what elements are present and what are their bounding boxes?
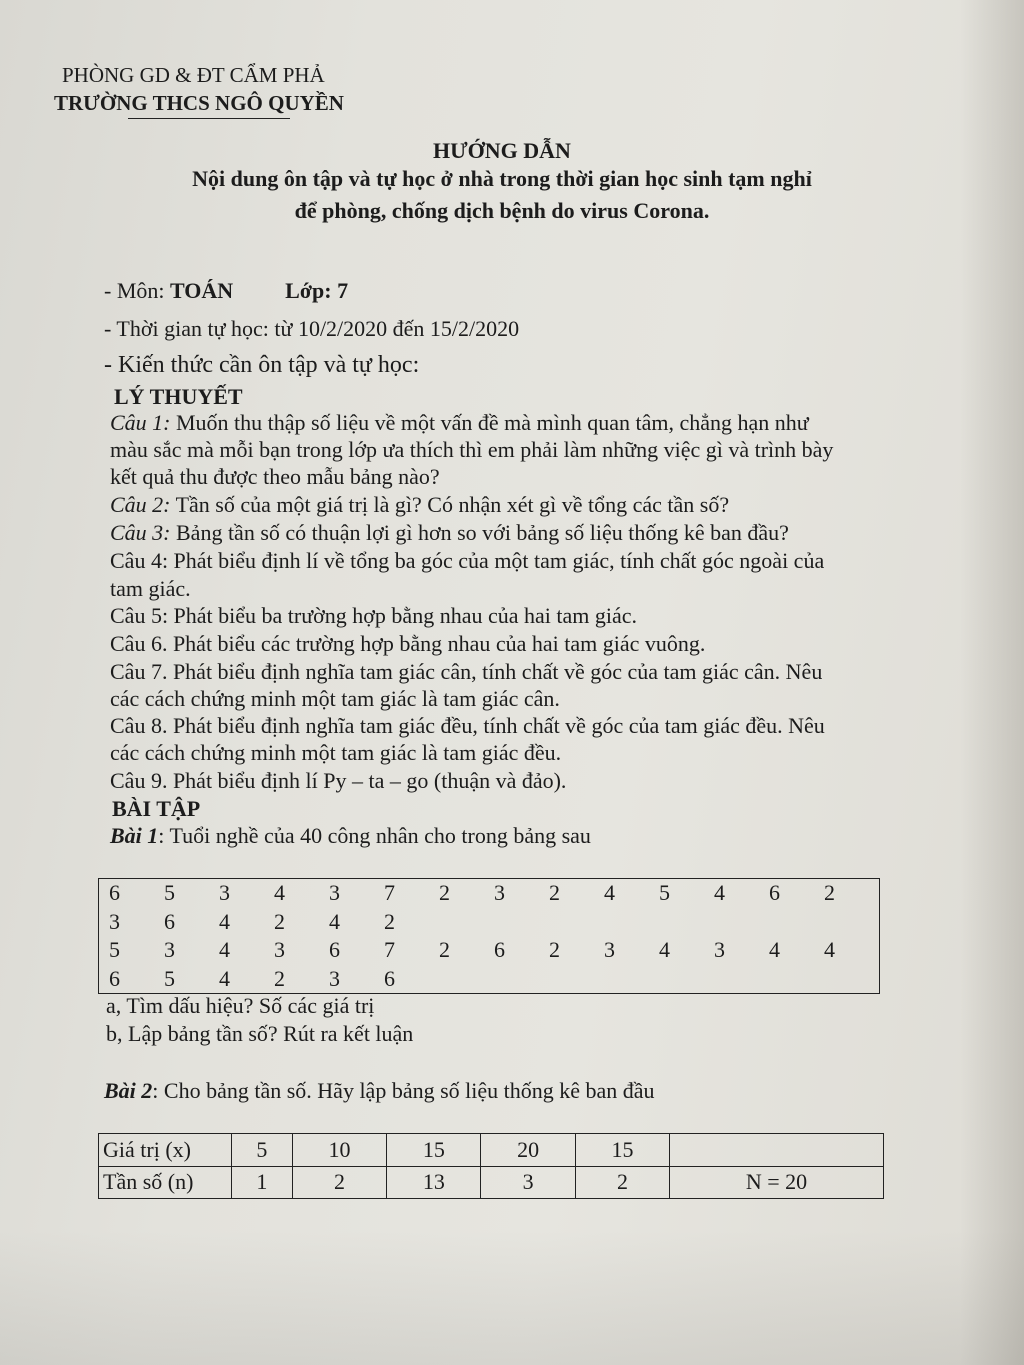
table-cell xyxy=(824,908,880,936)
question-9: Câu 9. Phát biểu định lí Py – ta – go (thuận và đảo). xyxy=(110,768,567,793)
school-name: TRƯỜNG THCS NGÔ QUYỀN xyxy=(54,91,344,115)
exercise-1-part-a: a, Tìm dấu hiệu? Số các giá trị xyxy=(106,993,375,1018)
school-underline xyxy=(128,118,290,119)
table-row xyxy=(99,936,880,964)
table-cell: 2 xyxy=(384,908,395,934)
table-cell: 2 xyxy=(549,880,560,906)
question-8-line2: các cách chứng minh một tam giác là tam giác đều. xyxy=(110,740,562,765)
question-1-line1 xyxy=(110,410,809,436)
value-cell: 15 xyxy=(575,1134,669,1167)
question-2-text: Tần số của một giá trị là gì? Có nhận xét gì về tổng các tần số? xyxy=(170,492,730,517)
subject-line xyxy=(104,278,348,304)
frequency-table-value-row xyxy=(99,1134,884,1167)
table-cell: 5 xyxy=(164,965,175,991)
question-7-line2: các cách chứng minh một tam giác là tam giác cân. xyxy=(110,686,560,711)
table-cell: 6 xyxy=(109,965,120,991)
table-row xyxy=(99,879,880,908)
exercise-2-text: : Cho bảng tần số. Hãy lập bảng số liệu thống kê ban đầu xyxy=(152,1078,655,1103)
question-1-label: Câu 1: xyxy=(110,410,171,435)
table-cell: 3 xyxy=(219,880,230,906)
department-name: PHÒNG GD & ĐT CẨM PHẢ xyxy=(62,63,325,87)
doc-title: HƯỚNG DẪN xyxy=(433,138,571,163)
table-cell xyxy=(549,964,604,993)
table-cell: 5 xyxy=(659,880,670,906)
question-1-line2: màu sắc mà mỗi bạn trong lớp ưa thích thì em phải làm những việc gì và trình bày xyxy=(110,437,834,462)
value-cell: 5 xyxy=(232,1134,293,1167)
question-3-text: Bảng tần số có thuận lợi gì hơn so với bảng số liệu thống kê ban đầu? xyxy=(170,520,789,545)
freq-cell: 1 xyxy=(232,1166,293,1199)
question-8-line1: Câu 8. Phát biểu định nghĩa tam giác đều, tính chất về góc của tam giác đều. Nêu xyxy=(110,713,825,738)
frequency-table xyxy=(98,1133,884,1199)
exercise-1-part-b: b, Lập bảng tần số? Rút ra kết luận xyxy=(106,1021,414,1046)
table-cell xyxy=(659,964,714,993)
table-cell xyxy=(494,908,549,936)
doc-subtitle-line1: Nội dung ôn tập và tự học ở nhà trong thời gian học sinh tạm nghỉ xyxy=(192,166,812,191)
freq-cell: 3 xyxy=(481,1166,575,1199)
bottom-shadow xyxy=(0,1230,1024,1365)
table-cell: 4 xyxy=(219,908,230,934)
table-cell: 3 xyxy=(274,937,285,963)
exercise-2-prompt xyxy=(104,1078,655,1104)
table-cell: 2 xyxy=(439,937,450,963)
table-cell: 6 xyxy=(494,937,505,963)
table-cell: 5 xyxy=(164,880,175,906)
freq-cell: 2 xyxy=(575,1166,669,1199)
table-cell: 4 xyxy=(769,937,780,963)
table-cell: 2 xyxy=(439,880,450,906)
grade-value: Lớp: 7 xyxy=(285,278,349,303)
table-cell: 3 xyxy=(714,937,725,963)
table-cell: 2 xyxy=(274,908,285,934)
freq-row-label: Tần số (n) xyxy=(99,1166,232,1199)
question-2 xyxy=(110,492,729,518)
study-time: - Thời gian tự học: từ 10/2/2020 đến 15/2/2020 xyxy=(104,316,520,341)
exercise-1-prompt xyxy=(110,823,591,849)
table-row xyxy=(99,908,880,936)
knowledge-heading: - Kiến thức cần ôn tập và tự học: xyxy=(104,352,420,378)
question-3-label: Câu 3: xyxy=(110,520,171,545)
freq-cell: 2 xyxy=(292,1166,386,1199)
freq-cell: 13 xyxy=(387,1166,481,1199)
question-1-line3: kết quả thu được theo mẫu bảng nào? xyxy=(110,464,440,489)
table-cell xyxy=(549,908,604,936)
worker-years-table xyxy=(98,878,880,994)
question-4-line2: tam giác. xyxy=(110,576,191,601)
exercises-heading: BÀI TẬP xyxy=(112,796,201,821)
question-5: Câu 5: Phát biểu ba trường hợp bằng nhau của hai tam giác. xyxy=(110,603,638,628)
table-cell xyxy=(439,964,494,993)
table-cell: 4 xyxy=(274,880,285,906)
table-row xyxy=(99,964,880,993)
table-cell: 2 xyxy=(824,880,835,906)
question-6: Câu 6. Phát biểu các trường hợp bằng nhau của hai tam giác vuông. xyxy=(110,631,706,656)
table-cell: 4 xyxy=(659,937,670,963)
table-cell: 7 xyxy=(384,937,395,963)
table-cell: 3 xyxy=(329,965,340,991)
question-1-text: Muốn thu thập số liệu về một vấn đề mà mình quan tâm, chẳng hạn như xyxy=(170,410,809,435)
table-cell xyxy=(439,908,494,936)
question-7-line1: Câu 7. Phát biểu định nghĩa tam giác cân, tính chất về góc của tam giác cân. Nêu xyxy=(110,659,823,684)
table-cell xyxy=(714,964,769,993)
theory-heading: LÝ THUYẾT xyxy=(114,384,243,409)
table-cell: 6 xyxy=(769,880,780,906)
table-cell: 4 xyxy=(604,880,615,906)
table-cell: 6 xyxy=(109,880,120,906)
exercise-2-label: Bài 2 xyxy=(104,1078,153,1103)
table-cell: 4 xyxy=(714,880,725,906)
question-3 xyxy=(110,520,789,546)
table-cell: 6 xyxy=(329,937,340,963)
table-cell xyxy=(604,908,659,936)
doc-subtitle-line2: để phòng, chống dịch bệnh do virus Corona. xyxy=(294,198,710,223)
subject-value: TOÁN xyxy=(170,278,234,303)
table-cell xyxy=(769,908,824,936)
table-cell xyxy=(659,908,714,936)
exercise-1-label: Bài 1 xyxy=(110,823,159,848)
table-cell: 3 xyxy=(164,937,175,963)
table-cell: 2 xyxy=(549,937,560,963)
value-cell: 15 xyxy=(387,1134,481,1167)
table-cell: 3 xyxy=(109,908,120,934)
table-cell xyxy=(494,964,549,993)
table-cell: 6 xyxy=(384,965,395,991)
table-cell xyxy=(824,964,880,993)
table-cell: 5 xyxy=(109,937,120,963)
value-cell xyxy=(670,1134,884,1167)
question-4-line1: Câu 4: Phát biểu định lí về tổng ba góc của một tam giác, tính chất góc ngoài của xyxy=(110,548,825,573)
value-cell: 10 xyxy=(292,1134,386,1167)
question-2-label: Câu 2: xyxy=(110,492,171,517)
table-cell: 2 xyxy=(274,965,285,991)
table-cell xyxy=(769,964,824,993)
value-row-label: Giá trị (x) xyxy=(99,1134,232,1167)
table-cell: 3 xyxy=(494,880,505,906)
table-cell: 4 xyxy=(219,965,230,991)
table-cell: 4 xyxy=(329,908,340,934)
freq-cell: N = 20 xyxy=(670,1166,884,1199)
table-cell: 6 xyxy=(164,908,175,934)
frequency-table-freq-row xyxy=(99,1166,884,1199)
table-cell xyxy=(714,908,769,936)
exercise-1-text: : Tuổi nghề của 40 công nhân cho trong bảng sau xyxy=(158,823,591,848)
table-cell: 4 xyxy=(824,937,835,963)
value-cell: 20 xyxy=(481,1134,575,1167)
table-cell: 7 xyxy=(384,880,395,906)
table-cell: 3 xyxy=(604,937,615,963)
table-cell: 4 xyxy=(219,937,230,963)
table-cell: 3 xyxy=(329,880,340,906)
table-cell xyxy=(604,964,659,993)
subject-prefix: - Môn: xyxy=(104,278,170,303)
